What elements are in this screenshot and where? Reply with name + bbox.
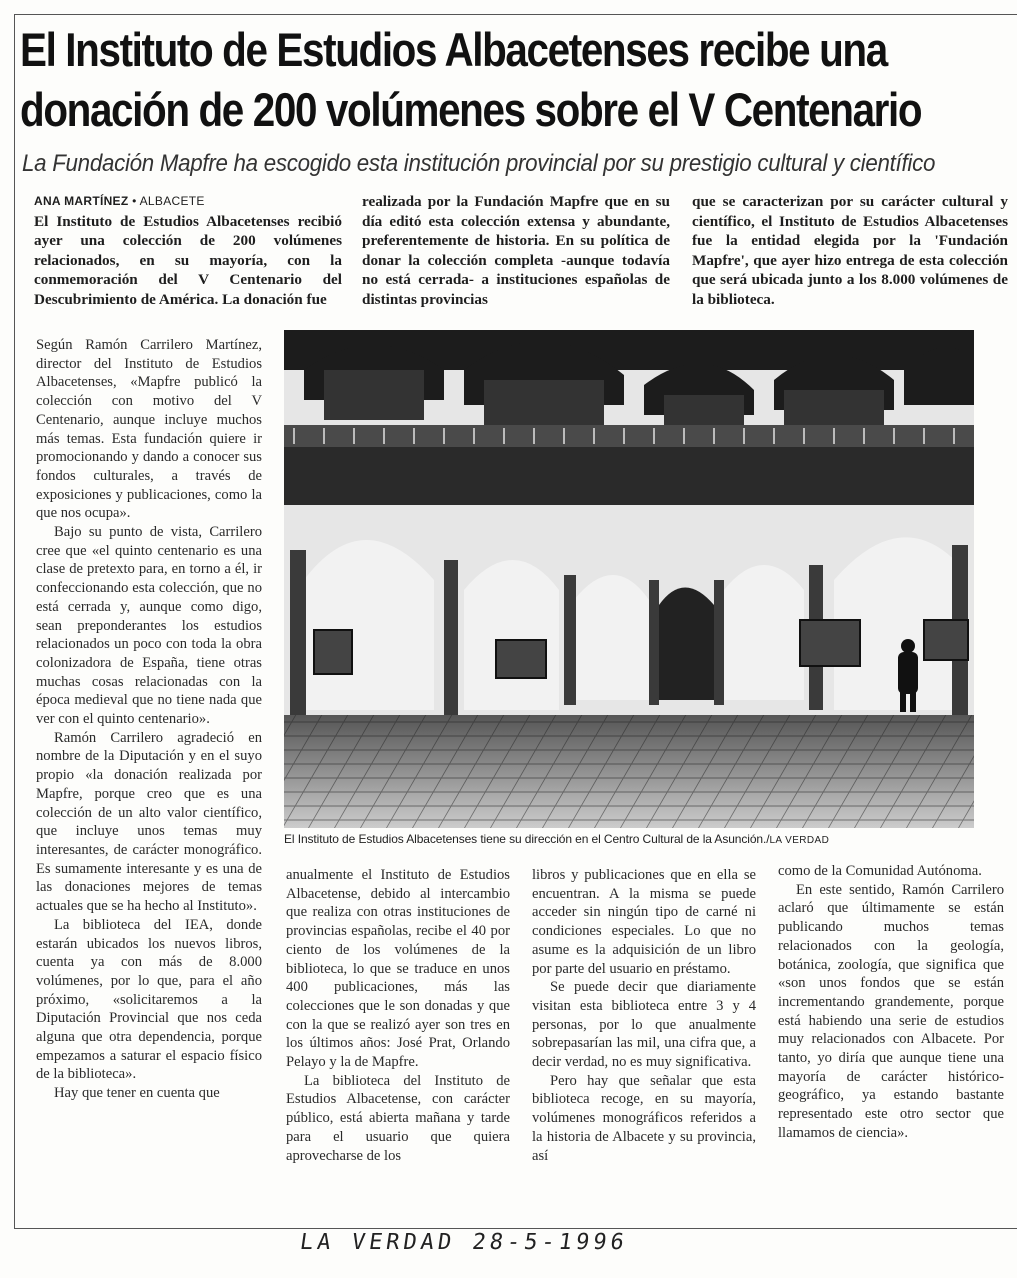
lead-text-1: El Instituto de Estudios Albacetenses recibió ayer una colección de 200 volúmenes relacionados, en su mayoría, con la conmemoración del V Centenario del Descubrimiento de América. La donación fue bbox=[34, 212, 342, 308]
body-column-3 bbox=[532, 866, 756, 1206]
headline-line-1: El Instituto de Estudios Albacetenses recibe una bbox=[20, 23, 887, 76]
body-column-2 bbox=[286, 866, 510, 1206]
courtyard-photo bbox=[284, 330, 974, 828]
photo-caption bbox=[284, 832, 829, 846]
paragraph: Bajo su punto de vista, Carrilero cree que «el quinto centenario es una clase de pretexto para, en torno a él, ir confeccionando esta colección, que no está cerrada y, aunque como digo, sean preponderantes los estudios relacionados un poco con toda la obra colonizadora de España, tiene otras muchas cosas relacionadas con la época medieval que no tiene nada que ver con el quinto centenario». bbox=[36, 524, 262, 728]
paragraph: Según Ramón Carrilero Martínez, director del Instituto de Estudios Albacetenses, «Mapfre publicó la colección con motivo del V Centenario, aunque incluye muchos más temas. Esta fundación quiere ir promocionando y dando a conocer sus fondos culturales, a través de exposiciones y publicaciones, como la que nos ocupa». bbox=[36, 337, 262, 522]
paragraph: libros y publicaciones que en ella se encuentran. A la misma se puede acceder sin ningún tipo de carné ni condiciones especiales. Lo que no asume es la adquisición de un libro por parte del usuario en préstamo. bbox=[532, 867, 756, 977]
subheadline: La Fundación Mapfre ha escogido esta institución provincial por su prestigio cultural y científico bbox=[22, 150, 936, 177]
paragraph: Ramón Carrilero agradeció en nombre de la Diputación y en el suyo propio «la donación realizada por Mapfre, porque creo que es una colección de un alto valor científico, que incluye unos temas muy interesantes, de carácter monográfico. Es sumamente interesante y es una de las donaciones mejores de temas actuales que se ha hecho al Instituto». bbox=[36, 729, 262, 915]
courtyard-illustration bbox=[284, 330, 974, 828]
paragraph: como de la Comunidad Autónoma. bbox=[778, 863, 982, 879]
headline-line-2: donación de 200 volúmenes sobre el V Centenario bbox=[20, 83, 922, 136]
paragraph: Hay que tener en cuenta que bbox=[54, 1085, 220, 1102]
paragraph: En este sentido, Ramón Carrilero aclaró que últimamente se están publicando muchos temas relacionados con la geología, botánica, zoología, que significa que «son unos fondos que se están incrementando grandemente, porque está habiendo una serie de estudios muy relacionados con Albacete. Por tanto, yo diría que aunque tiene una mayoría de carácter histórico-geográfico, ya estando bastante representado este otro sector que llamamos de ciencia». bbox=[778, 881, 1004, 1141]
byline-place: ALBACETE bbox=[139, 194, 205, 208]
headline bbox=[20, 20, 922, 140]
photo-credit: LA VERDAD bbox=[769, 835, 830, 846]
paragraph: La biblioteca del Instituto de Estudios Albacetense, con carácter público, está abierta mañana y tarde para el usuario que quiera aprovecharse de los bbox=[286, 1072, 510, 1164]
caption-text: El Instituto de Estudios Albacetenses tiene su dirección en el Centro Cultural de la Asunción./ bbox=[284, 832, 770, 846]
lead-column-1 bbox=[34, 192, 342, 310]
byline bbox=[34, 192, 342, 212]
byline-author: ANA MARTÍNEZ bbox=[34, 194, 129, 208]
paragraph: anualmente el Instituto de Estudios Albacetense, debido al intercambio que realiza con otras instituciones de provincias españolas, recibe el 40 por ciento de los volúmenes de la biblioteca, lo que se traduce en unos 400 publicaciones, más las colecciones que le son donadas y que con la que se realizó ayer son tres en los últimos años: José Prat, Orlando Pelayo y la de Mapfre. bbox=[286, 867, 510, 1071]
paragraph: Se puede decir que diariamente visitan esta biblioteca entre 3 y 4 personas, por lo que anualmente sobrepasarían las mil, una cifra que, a decir verdad, no es muy significativa. bbox=[532, 979, 756, 1071]
body-column-4 bbox=[778, 862, 1004, 1206]
byline-separator: • bbox=[132, 194, 137, 208]
lead-column-3: que se caracterizan por su carácter cultural y científico, el Instituto de Estudios Albacetenses fue la entidad elegida por la 'Fundación Mapfre', que ayer hizo entrega de esta colección que será ubicada junto a los 8.000 volúmenes de la biblioteca. bbox=[692, 193, 1008, 308]
paragraph: La biblioteca del IEA, donde estarán ubicados los nuevos libros, cuenta ya con más de 8.000 volúmenes, por lo que, para el año próximo, «solicitaremos a la Diputación Provincial que nos ceda alguna que otra dependencia, porque empezamos a saturar el espacio físico de la biblioteca». bbox=[36, 916, 262, 1083]
body-column-1 bbox=[36, 336, 262, 1206]
lead-column-2: realizada por la Fundación Mapfre que en su día editó esta colección extensa y abundante, preferentemente de historia. En su política de donar la colección completa -aunque todavía no está cerrada- a instituciones españolas de distintas provincias bbox=[362, 193, 670, 308]
handwritten-date-note: LA VERDAD 28-5-1996 bbox=[298, 1230, 630, 1255]
paragraph: Pero hay que señalar que esta biblioteca recoge, en su mayoría, volúmenes monográficos referidos a la historia de Albacete y su provincia, así bbox=[532, 1072, 756, 1164]
